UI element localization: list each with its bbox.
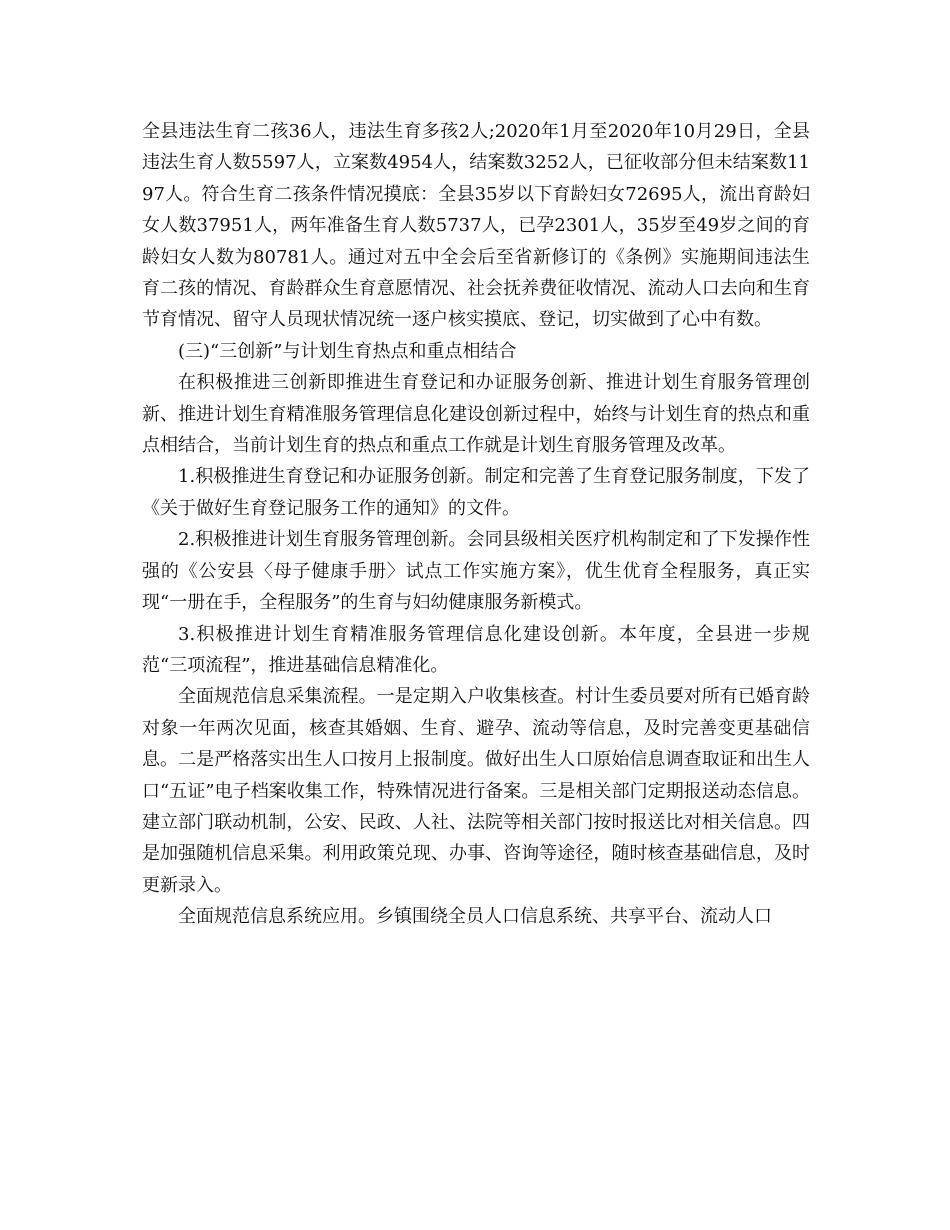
- paragraph: 在积极推进三创新即推进生育登记和办证服务创新、推进计划生育服务管理创新、推进计划生育精准服务管理信息化建设创新过程中，始终与计划生育的热点和重点相结合，当前计划生育的热点和重点工作就是计划生育服务管理及改革。: [142, 372, 810, 457]
- list-item-2: 2.积极推进计划生育服务管理创新。会同县级相关医疗机构制定和了下发操作性强的《公安县〈母子健康手册〉试点工作实施方案》，优生优育全程服务，真正实现“一册在手，全程服务”的生育与妇幼健康服务新模式。: [142, 529, 810, 614]
- paragraph: 全面规范信息采集流程。一是定期入户收集核查。村计生委员要对所有已婚育龄对象一年两次见面，核查其婚姻、生育、避孕、流动等信息，及时完善变更基础信息。二是严格落实出生人口按月上报制度。做好出生人口原始信息调查取证和出生人口“五证”电子档案收集工作，特殊情况进行备案。三是相关部门定期报送动态信息。建立部门联动机制，公安、民政、人社、法院等相关部门按时报送比对相关信息。四是加强随机信息采集。利用政策兑现、办事、咨询等途径，随时核查基础信息，及时更新录入。: [142, 686, 810, 896]
- list-item-3: 3.积极推进计划生育精准服务管理信息化建设创新。本年度，全县进一步规范“三项流程”，推进基础信息精准化。: [142, 623, 810, 676]
- paragraph-continued: 全县违法生育二孩36人，违法生育多孩2人;2020年1月至2020年10月29日，全县违法生育人数5597人，立案数4954人，结案数3252人，已征收部分但未结案数1197人。符合生育二孩条件情况摸底：全县35岁以下育龄妇女72695人，流出育龄妇女人数37951人，两年准备生育人数5737人，已孕2301人，35岁至49岁之间的育龄妇女人数为80781人。通过对五中全会后至省新修订的《条例》实施期间违法生育二孩的情况、育龄群众生育意愿情况、社会抚养费征收情况、流动人口去向和生育节育情况、留守人员现状情况统一逐户核实摸底、登记，切实做到了心中有数。: [142, 121, 810, 331]
- paragraph-truncated: 全面规范信息系统应用。乡镇围绕全员人口信息系统、共享平台、流动人口: [178, 906, 772, 928]
- section-heading: (三)“三创新”与计划生育热点和重点相结合: [178, 340, 517, 362]
- list-item-1: 1.积极推进生育登记和办证服务创新。制定和完善了生育登记服务制度，下发了《关于做好生育登记服务工作的通知》的文件。: [142, 466, 810, 519]
- document-body: [142, 116, 810, 933]
